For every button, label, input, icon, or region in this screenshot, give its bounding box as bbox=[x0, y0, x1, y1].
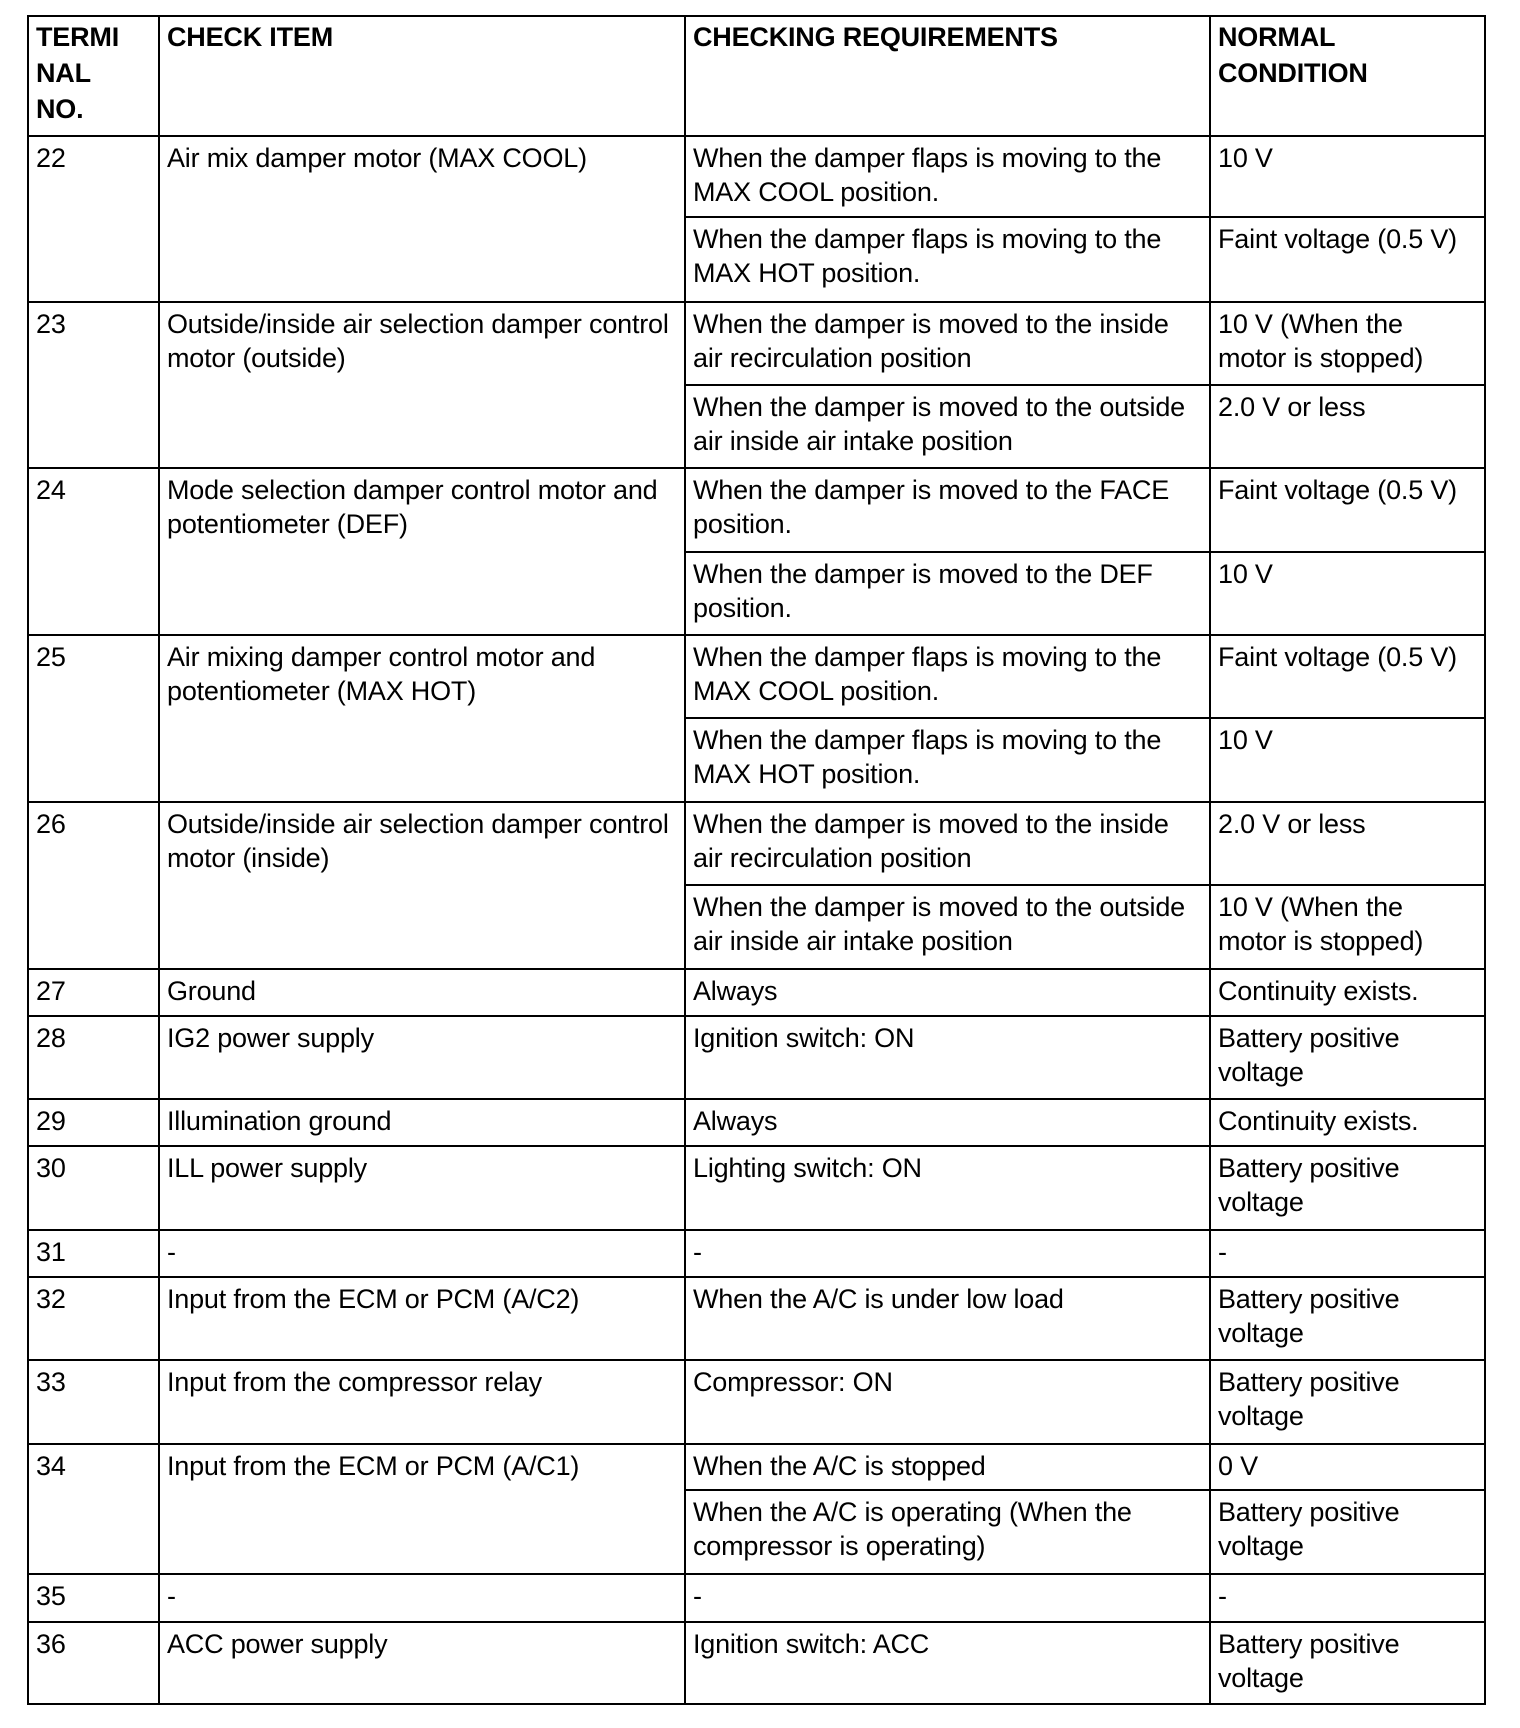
terminal-check-table bbox=[27, 15, 1486, 1705]
normal-condition: Faint voltage (0.5 V) bbox=[1210, 635, 1485, 718]
header-checking-requirements: CHECKING REQUIREMENTS bbox=[685, 16, 1210, 136]
header-row bbox=[28, 16, 1485, 136]
normal-condition: Battery positive voltage bbox=[1210, 1277, 1485, 1360]
normal-condition: 10 V (When the motor is stopped) bbox=[1210, 302, 1485, 385]
checking-requirement: Ignition switch: ON bbox=[685, 1016, 1210, 1099]
terminal-number: 35 bbox=[28, 1574, 159, 1622]
check-item: Input from the ECM or PCM (A/C1) bbox=[159, 1444, 685, 1574]
terminal-number: 31 bbox=[28, 1230, 159, 1277]
normal-condition: 10 V (When the motor is stopped) bbox=[1210, 885, 1485, 969]
check-item: Ground bbox=[159, 969, 685, 1016]
checking-requirement: When the damper flaps is moving to the MAX COOL position. bbox=[685, 136, 1210, 217]
table-row bbox=[28, 468, 1485, 552]
terminal-number: 26 bbox=[28, 802, 159, 969]
table-row bbox=[28, 1016, 1485, 1099]
normal-condition: Battery positive voltage bbox=[1210, 1146, 1485, 1230]
header-normal-condition: NORMAL CONDITION bbox=[1210, 16, 1485, 136]
table-row bbox=[28, 1099, 1485, 1146]
header-check-item: CHECK ITEM bbox=[159, 16, 685, 136]
checking-requirement: Compressor: ON bbox=[685, 1360, 1210, 1444]
check-item: Outside/inside air selection damper control motor (inside) bbox=[159, 802, 685, 969]
checking-requirement: When the damper is moved to the FACE position. bbox=[685, 468, 1210, 552]
check-item: Air mixing damper control motor and potentiometer (MAX HOT) bbox=[159, 635, 685, 802]
check-item: IG2 power supply bbox=[159, 1016, 685, 1099]
table-row bbox=[28, 802, 1485, 885]
table-row bbox=[28, 635, 1485, 718]
table-row bbox=[28, 1622, 1485, 1704]
terminal-number: 24 bbox=[28, 468, 159, 635]
table-row bbox=[28, 1277, 1485, 1360]
normal-condition: 10 V bbox=[1210, 552, 1485, 635]
checking-requirement: When the damper is moved to the inside air recirculation position bbox=[685, 302, 1210, 385]
check-item: Mode selection damper control motor and potentiometer (DEF) bbox=[159, 468, 685, 635]
terminal-number: 27 bbox=[28, 969, 159, 1016]
checking-requirement: When the damper is moved to the DEF position. bbox=[685, 552, 1210, 635]
normal-condition: Battery positive voltage bbox=[1210, 1490, 1485, 1574]
check-item: ILL power supply bbox=[159, 1146, 685, 1230]
header-terminal-no: TERMI NAL NO. bbox=[28, 16, 159, 136]
table-row bbox=[28, 1230, 1485, 1277]
check-item: Input from the compressor relay bbox=[159, 1360, 685, 1444]
check-item: - bbox=[159, 1574, 685, 1622]
normal-condition: - bbox=[1210, 1574, 1485, 1622]
checking-requirement: - bbox=[685, 1230, 1210, 1277]
normal-condition: 2.0 V or less bbox=[1210, 802, 1485, 885]
checking-requirement: Lighting switch: ON bbox=[685, 1146, 1210, 1230]
normal-condition: Continuity exists. bbox=[1210, 969, 1485, 1016]
checking-requirement: When the A/C is under low load bbox=[685, 1277, 1210, 1360]
table-row bbox=[28, 969, 1485, 1016]
normal-condition: Battery positive voltage bbox=[1210, 1360, 1485, 1444]
checking-requirement: When the damper is moved to the inside air recirculation position bbox=[685, 802, 1210, 885]
checking-requirement: When the damper is moved to the outside air inside air intake position bbox=[685, 885, 1210, 969]
normal-condition: 2.0 V or less bbox=[1210, 385, 1485, 468]
table-row bbox=[28, 136, 1485, 217]
normal-condition: 10 V bbox=[1210, 718, 1485, 802]
normal-condition: Battery positive voltage bbox=[1210, 1622, 1485, 1704]
normal-condition: - bbox=[1210, 1230, 1485, 1277]
normal-condition: Battery positive voltage bbox=[1210, 1016, 1485, 1099]
checking-requirement: When the A/C is stopped bbox=[685, 1444, 1210, 1490]
check-item: Input from the ECM or PCM (A/C2) bbox=[159, 1277, 685, 1360]
check-item: Air mix damper motor (MAX COOL) bbox=[159, 136, 685, 302]
normal-condition: Faint voltage (0.5 V) bbox=[1210, 217, 1485, 302]
table-row bbox=[28, 1146, 1485, 1230]
terminal-number: 36 bbox=[28, 1622, 159, 1704]
normal-condition: 0 V bbox=[1210, 1444, 1485, 1490]
checking-requirement: - bbox=[685, 1574, 1210, 1622]
check-item: ACC power supply bbox=[159, 1622, 685, 1704]
terminal-number: 28 bbox=[28, 1016, 159, 1099]
terminal-number: 22 bbox=[28, 136, 159, 302]
table-row bbox=[28, 302, 1485, 385]
checking-requirement: When the damper flaps is moving to the MAX COOL position. bbox=[685, 635, 1210, 718]
check-item: - bbox=[159, 1230, 685, 1277]
normal-condition: 10 V bbox=[1210, 136, 1485, 217]
normal-condition: Faint voltage (0.5 V) bbox=[1210, 468, 1485, 552]
terminal-number: 34 bbox=[28, 1444, 159, 1574]
terminal-number: 23 bbox=[28, 302, 159, 468]
normal-condition: Continuity exists. bbox=[1210, 1099, 1485, 1146]
terminal-number: 29 bbox=[28, 1099, 159, 1146]
check-item: Illumination ground bbox=[159, 1099, 685, 1146]
checking-requirement: Ignition switch: ACC bbox=[685, 1622, 1210, 1704]
checking-requirement: Always bbox=[685, 1099, 1210, 1146]
checking-requirement: When the damper is moved to the outside air inside air intake position bbox=[685, 385, 1210, 468]
checking-requirement: When the A/C is operating (When the compressor is operating) bbox=[685, 1490, 1210, 1574]
terminal-number: 33 bbox=[28, 1360, 159, 1444]
terminal-number: 32 bbox=[28, 1277, 159, 1360]
check-item: Outside/inside air selection damper control motor (outside) bbox=[159, 302, 685, 468]
checking-requirement: When the damper flaps is moving to the MAX HOT position. bbox=[685, 217, 1210, 302]
terminal-number: 30 bbox=[28, 1146, 159, 1230]
table-row bbox=[28, 1574, 1485, 1622]
table-row bbox=[28, 1360, 1485, 1444]
checking-requirement: When the damper flaps is moving to the MAX HOT position. bbox=[685, 718, 1210, 802]
terminal-number: 25 bbox=[28, 635, 159, 802]
checking-requirement: Always bbox=[685, 969, 1210, 1016]
table-row bbox=[28, 1444, 1485, 1490]
